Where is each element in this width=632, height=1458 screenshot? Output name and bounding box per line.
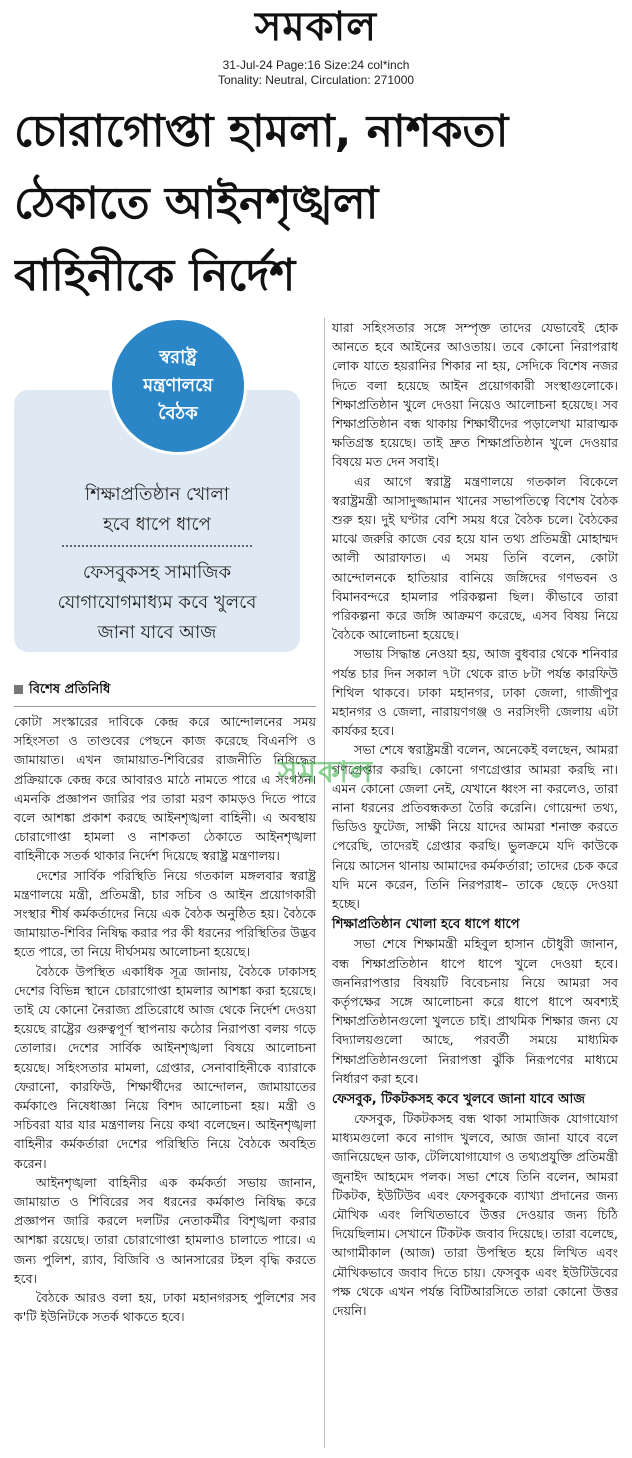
- summary-point-1-line-2: হবে ধাপে ধাপে: [103, 514, 211, 535]
- badge-line-3: বৈঠক: [158, 403, 198, 424]
- article-paragraph: আইনশৃঙ্খলা বাহিনীর এক কর্মকর্তা সভায় জানান, জামায়াত ও শিবিরের সব ধরনের কর্মকাণ্ড নিষিদ্ধ করে প্রজ্ঞাপন জারি করলে দলটির নেতাকর্মীর বিশৃঙ্খলা করার আশঙ্কা রয়েছে। তারা চোরাগোপ্তা হামলাও চালাতে পারে। এ জন্য পুলিশ, র‍্যাব, বিজিবি ও আনসারের টহল বৃদ্ধি করতে হবে।: [14, 1174, 316, 1286]
- summary-point-social-media: [14, 558, 300, 648]
- article-paragraph: সভায় সিদ্ধান্ত নেওয়া হয়, আজ বুধবার থেকে শনিবার পর্যন্ত চার দিন সকাল ৭টা থেকে রাত ৮টা পর্যন্ত কারফিউ শিথিল থাকবে। ঢাকা মহানগর, ঢাকা জেলা, গাজীপুর মহানগর ও জেলা, নারায়ণগঞ্জ ও নরসিংদী জেলায় এটা কার্যকর হবে।: [332, 646, 618, 739]
- clipping-meta-date: 31-Jul-24 Page:16 Size:24 col*inch: [222, 58, 410, 72]
- article-paragraph: যারা সহিংসতার সঙ্গে সম্পৃক্ত তাদের যেভাবেই হোক আনতে হবে আইনের আওতায়। তবে কোনো নিরাপরাধ লোক যাতে হয়রানির শিকার না হয়, সেদিকে বিশেষ নজর দিতে বলা হয়েছে আইন প্রয়োগকারী সংস্থাগুলোকে। শিক্ষাপ্রতিষ্ঠান খুলে দেওয়া নিয়েও আলোচনা হয়েছে। সব শিক্ষাপ্রতিষ্ঠান বন্ধ থাকায় শিক্ষার্থীদের পড়ালেখা মারাত্মক ক্ষতিগ্রস্ত হয়েছে। তাই দ্রুত শিক্ষাপ্রতিষ্ঠান খুলে দেওয়ার বিষয়ে মত দেন সবাই।: [332, 320, 618, 470]
- article-paragraph: কোটা সংস্কারের দাবিকে কেন্দ্র করে আন্দোলনের সময় সহিংসতা ও তাণ্ডবের পেছনে কাজ করেছে বিএনপি ও জামায়াত। এখন জামায়াত-শিবিরের রাজনীতি নিষিদ্ধের প্রক্রিয়াকে কেন্দ্র করে আবারও মাঠে নামতে পারে এ সংগঠন। এমনকি প্রজ্ঞাপন জারির পর তারা মরণ কামড়ও দিতে পারে বলে আশঙ্কা প্রকাশ করছে আইনশৃঙ্খলা বাহিনী। এ অবস্থায় চোরাগোপ্তা হামলা ও নাশকতা ঠেকাতে আইনশৃঙ্খলা বাহিনীকে সতর্ক থাকার নির্দেশ দিয়েছে স্বরাষ্ট্র মন্ত্রণালয়।: [14, 714, 316, 864]
- badge-line-2: মন্ত্রণালয়ে: [143, 375, 213, 396]
- subheading-education: শিক্ষাপ্রতিষ্ঠান খোলা হবে ধাপে ধাপে: [332, 917, 520, 933]
- meeting-badge: [112, 320, 244, 452]
- article-paragraph: সভা শেষে স্বরাষ্ট্রমন্ত্রী বলেন, অনেকেই বলছেন, আমরা গণগ্রেপ্তার করছি। কোনো গণগ্রেপ্তার আমরা করছি না। এমন কোনো জেলা নেই, যেখানে ধ্বংস না করলেও, তারা নানা ধরনের প্রতিবন্ধকতা তৈরি করেনি। গোয়েন্দা তথ্য, ভিডিও ফুটেজ, সাক্ষী নিয়ে যাদের আমরা শনাক্ত করতে পেরেছি, তাদেরই গ্রেপ্তার করছি। ভুলক্রমে যদি কাউকে নিয়ে আসেন থানায় আমাদের কর্মকর্তারা; তাদের চেক করে যদি মনে করেন, তিনি নিরপরাধ– তাকে ছেড়ে দেওয়া হচ্ছে।: [332, 742, 618, 912]
- headline-line-2: ঠেকাতে আইনশৃঙ্খলা: [14, 178, 379, 229]
- newspaper-logo: সমকাল: [254, 4, 378, 50]
- summary-point-2-line-3: জানা যাবে আজ: [97, 622, 217, 643]
- badge-line-1: স্বরাষ্ট্র: [159, 347, 197, 368]
- clipping-meta-tonality: Tonality: Neutral, Circulation: 271000: [217, 73, 415, 87]
- byline-divider: [14, 706, 316, 707]
- article-paragraph: ফেসবুক, টিকটকসহ বন্ধ থাকা সামাজিক যোগাযোগ মাধ্যমগুলো কবে নাগাদ খুলবে, আজ জানা যাবে বলে জানিয়েছেন ডাক, টেলিযোগাযোগ ও তথ্যপ্রযুক্তি প্রতিমন্ত্রী জুনাইদ আহমেদ পলক। সভা শেষে তিনি বলেন, আমরা টিকটক, ইউটিউব এবং ফেসবুককে ব্যাখ্যা প্রদানের জন্য মৌখিক এবং লিখিতভাবে উত্তর দেওয়ার জন্য চিঠি দিয়েছিলাম। সেখানে টিকটক জবাব দিয়েছে। তারা বলেছে, আগামীকাল (আজ) তারা উপস্থিত হয়ে লিখিত এবং মৌখিকভাবে জবাব দিতে চায়। ফেসবুক এবং ইউটিউবের পক্ষ থেকে এখন পর্যন্ত বিটিআরসিতে তারা কোনো উত্তর দেয়নি।: [332, 1110, 618, 1318]
- article-paragraph: এর আগে স্বরাষ্ট্র মন্ত্রণালয়ে গতকাল বিকেলে স্বরাষ্ট্রমন্ত্রী আসাদুজ্জামান খানের সভাপতিত্বে বিশেষ বৈঠক শুরু হয়। দুই ঘণ্টার বেশি সময় ধরে বৈঠক চলে। বৈঠকের মাঝে জরুরি কাজে বের হয়ে যান তথ্য প্রতিমন্ত্রী মোহাম্মদ আলী আরাফাত। এ সময় তিনি বলেন, কোটা আন্দোলনকে হাতিয়ার বানিয়ে জঙ্গিদের গণভবন ও বিমানবন্দরে হামলার পরিকল্পনা ছিল। কীভাবে তারা পরিকল্পনা করে জঙ্গি আক্রমণ করেছে, এসব বিষয় নিয়ে বৈঠকে আলোচনা হয়েছে।: [332, 473, 618, 643]
- column-divider: [324, 318, 325, 1448]
- headline-line-1: চোরাগোপ্তা হামলা, নাশকতা: [14, 106, 509, 157]
- summary-point-2-line-1: ফেসবুকসহ সামাজিক: [82, 562, 232, 583]
- masthead: [0, 0, 632, 58]
- article-paragraph: বৈঠকে উপস্থিত একাধিক সূত্র জানায়, বৈঠকে ঢাকাসহ দেশের বিভিন্ন স্থানে চোরাগোপ্তা হামলার আশঙ্কা করা হয়েছে। তাই যে কোনো নৈরাজ্য প্রতিরোধে আজ থেকে নির্দেশ দেওয়া হয়েছে রাষ্ট্রের গুরুত্বপূর্ণ স্থাপনায় কঠোর নিরাপত্তা বলয় গড়ে তোলার। দেশের সার্বিক আইনশৃঙ্খলা বিষয়ে আলোচনা হয়েছে। সহিংসতার মামলা, গ্রেপ্তার, সেনাবাহিনীকে ব্যারাকে ফেরানো, কারফিউ, শিক্ষার্থীদের আন্দোলন, জামায়াতের কর্মকাণ্ডে নিষেধাজ্ঞা নিয়ে বিশদ আলোচনা হয়। মন্ত্রী ও সচিবরা যার যার মন্ত্রণালয় নিয়ে কথা বলেছেন। আইনশৃঙ্খলা বাহিনীর কর্মকর্তারা দেশের পরিস্থিতি নিয়ে বৈঠকে অবহিত করেন।: [14, 963, 316, 1171]
- headline-line-3: বাহিনীকে নির্দেশ: [14, 250, 296, 301]
- square-bullet-icon: [14, 685, 23, 694]
- article-paragraph: দেশের সার্বিক পরিস্থিতি নিয়ে গতকাল মঙ্গলবার স্বরাষ্ট্র মন্ত্রণালয়ে মন্ত্রী, প্রতিমন্ত্রী, চার সচিব ও আইন প্রয়োগকারী সংস্থার শীর্ষ কর্মকর্তাদের নিয়ে এক বৈঠক অনুষ্ঠিত হয়। বৈঠকে জামায়াত-শিবির নিষিদ্ধ করার পর কী ধরনের পরিস্থিতির উদ্ভব হতে পারে, তা নিয়ে দীর্ঘসময় আলোচনা হয়েছে।: [14, 867, 316, 960]
- byline-text: বিশেষ প্রতিনিধি: [29, 682, 111, 697]
- summary-point-1-line-1: শিক্ষাপ্রতিষ্ঠান খোলা: [84, 484, 230, 505]
- subheading-social-media: ফেসবুক, টিকটকসহ কবে খুলবে জানা যাবে আজ: [332, 1091, 585, 1107]
- byline: [14, 680, 316, 701]
- summary-point-education: [14, 480, 300, 540]
- article-right-column: [332, 318, 618, 1320]
- article-paragraph: বৈঠকে আরও বলা হয়, ঢাকা মহানগরসহ পুলিশের সব ক'টি ইউনিটকে সতর্ক থাকতে হবে।: [14, 1290, 316, 1325]
- newspaper-watermark: সমকাল: [277, 755, 375, 790]
- article-left-column: [14, 712, 316, 1327]
- headline: [14, 96, 624, 312]
- dotted-divider: [62, 545, 252, 547]
- article-paragraph: সভা শেষে শিক্ষামন্ত্রী মহিবুল হাসান চৌধুরী জানান, বন্ধ শিক্ষাপ্রতিষ্ঠান ধাপে ধাপে খুলে দেওয়া হবে। জননিরাপত্তার বিষয়টি বিবেচনায় নিয়ে আমরা সব কর্তৃপক্ষের সঙ্গে আলোচনা করে ধাপে ধাপে অবশ্যই শিক্ষাপ্রতিষ্ঠানগুলো খুলতে চাই। প্রাথমিক শিক্ষার জন্য যে বিদ্যালয়গুলো আছে, পরবর্তী সময়ে মাধ্যমিক শিক্ষাপ্রতিষ্ঠানগুলো নিরাপত্তা ঝুঁকি নিরূপণের মাধ্যমে নির্ধারণ করা হবে।: [332, 936, 618, 1086]
- summary-point-2-line-2: যোগাযোগমাধ্যম কবে খুলবে: [57, 592, 257, 613]
